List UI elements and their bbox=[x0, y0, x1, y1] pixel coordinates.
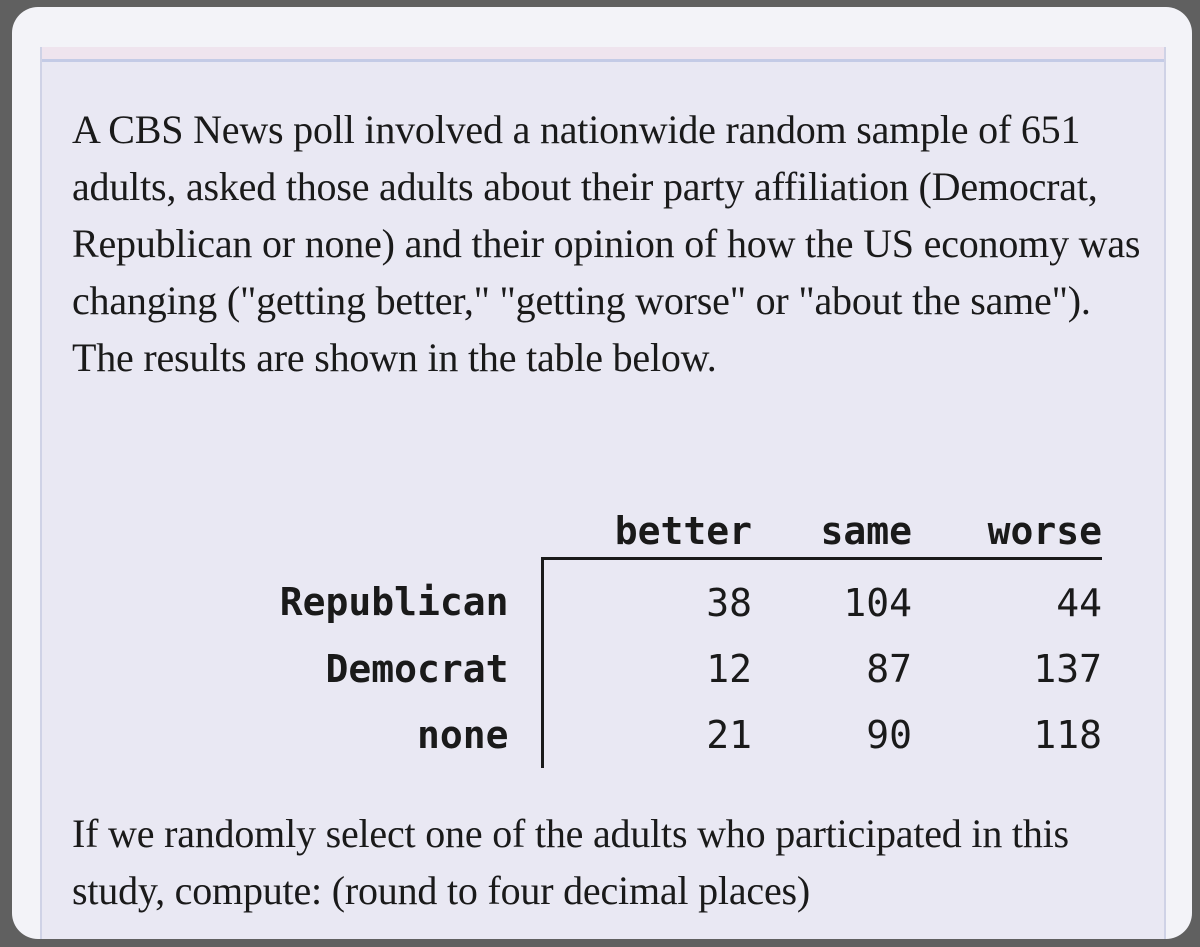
cell-democrat-better: 12 bbox=[706, 647, 752, 691]
column-header-same: same bbox=[752, 499, 912, 559]
cell-republican-better: 38 bbox=[706, 581, 752, 625]
cell-none-better: 21 bbox=[706, 713, 752, 757]
cell-republican-same: 104 bbox=[843, 581, 912, 625]
cell-none-same: 90 bbox=[866, 713, 912, 757]
table-row-republican bbox=[170, 559, 1102, 637]
contingency-table bbox=[170, 499, 1102, 768]
column-header-better: better bbox=[542, 499, 752, 559]
column-header-worse: worse bbox=[912, 499, 1102, 559]
question-panel bbox=[40, 47, 1166, 939]
row-label-republican: Republican bbox=[170, 559, 542, 637]
table-header-row bbox=[170, 499, 1102, 559]
cell-democrat-same: 87 bbox=[866, 647, 912, 691]
question-prompt-text: If we randomly select one of the adults who participated in this study, compute: (round to four decimal places) bbox=[72, 811, 1069, 913]
cell-none-worse: 118 bbox=[1033, 713, 1102, 757]
contingency-table-wrapper bbox=[170, 499, 1102, 768]
panel-top-border bbox=[42, 47, 1164, 62]
table-row-democrat bbox=[170, 636, 1102, 702]
problem-intro-text: A CBS News poll involved a nationwide random sample of 651 adults, asked those adults about their party affiliation (Democrat, Republican or none) and their opinion of how the US economy was changing ("getting better," "getting worse" or "about the same"). The results are shown in the table below. bbox=[72, 107, 1141, 380]
row-label-democrat: Democrat bbox=[170, 636, 542, 702]
row-label-none: none bbox=[170, 702, 542, 768]
cell-democrat-worse: 137 bbox=[1033, 647, 1102, 691]
cell-republican-worse: 44 bbox=[1056, 581, 1102, 625]
table-row-none bbox=[170, 702, 1102, 768]
table-corner-cell bbox=[170, 499, 542, 559]
screenshot-card bbox=[12, 7, 1192, 939]
